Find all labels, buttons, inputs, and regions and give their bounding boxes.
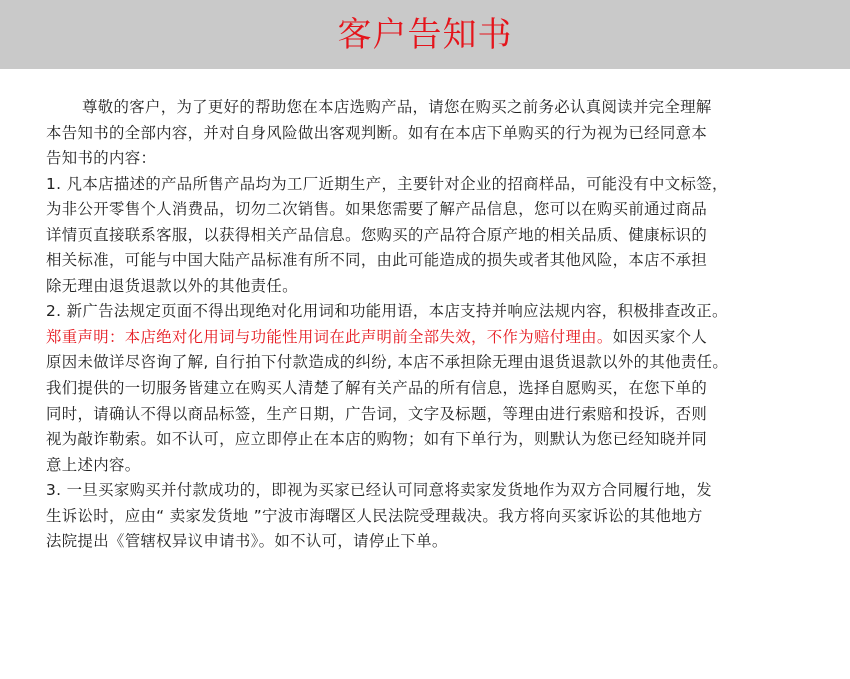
text-line: 为非公开零售个人消费品，切勿二次销售。如果您需要了解产品信息，您可以在购买前通过商品: [46, 200, 708, 219]
text-line: 意上述内容。: [46, 455, 141, 474]
clause-3: [46, 478, 826, 555]
intro-paragraph: [46, 95, 826, 172]
solemn-declaration: 郑重声明：本店绝对化用词与功能性用词在此声明前全部失效，不作为赔付理由。: [46, 327, 613, 346]
text-line: 告知书的内容：: [46, 149, 157, 168]
text-line: 3. 一旦买家购买并付款成功的，即视为买家已经认可同意将卖家发货地作为双方合同履行地，发: [46, 481, 712, 500]
text-line: 2. 新广告法规定页面不得出现绝对化用词和功能用语，本店支持并响应法规内容，积极排查改正。: [46, 302, 728, 321]
text-line: 详情页直接联系客服，以获得相关产品信息。您购买的产品符合原产地的相关品质、健康标识的: [46, 225, 708, 244]
page-title: 客户告知书: [337, 14, 513, 55]
clause-2: [46, 299, 826, 478]
text-line: 除无理由退货退款以外的其他责任。: [46, 276, 298, 295]
page-header: [0, 0, 850, 69]
text-line: 1. 凡本店描述的产品所售产品均为工厂近期生产，主要针对企业的招商样品，可能没有中文标签，: [46, 174, 728, 193]
text-line: 生诉讼时，应由“ 卖家发货地 ”宁波市海曙区人民法院受理裁决。我方将向买家诉讼的其他地方: [46, 506, 703, 525]
text-line: 视为敲诈勒索。如不认可，应立即停止在本店的购物；如有下单行为，则默认为您已经知晓并同: [46, 430, 708, 449]
declaration-line: [46, 325, 826, 351]
text-line: 相关标准，可能与中国大陆产品标准有所不同，由此可能造成的损失或者其他风险，本店不承担: [46, 251, 708, 270]
text-line: 尊敬的客户，为了更好的帮助您在本店选购产品，请您在购买之前务必认真阅读并完全理解: [82, 98, 712, 116]
text-line: 本告知书的全部内容，并对自身风险做出客观判断。如有在本店下单购买的行为视为已经同意本: [46, 123, 708, 142]
text-line: 我们提供的一切服务皆建立在购买人清楚了解有关产品的所有信息，选择自愿购买，在您下单的: [46, 379, 708, 398]
text-line: 同时，请确认不得以商品标签，生产日期，广告词，文字及标题，等理由进行索赔和投诉，否则: [46, 404, 708, 423]
text-line: 法院提出《管辖权异议申请书》。如不认可，请停止下单。: [46, 532, 448, 551]
notice-body: [46, 95, 826, 555]
text-line: 原因未做详尽咨询了解, 自行拍下付款造成的纠纷, 本店不承担除无理由退货退款以外的其他责任。: [46, 353, 729, 372]
clause-1: [46, 172, 826, 300]
text-span: 如因买家个人: [612, 327, 708, 346]
